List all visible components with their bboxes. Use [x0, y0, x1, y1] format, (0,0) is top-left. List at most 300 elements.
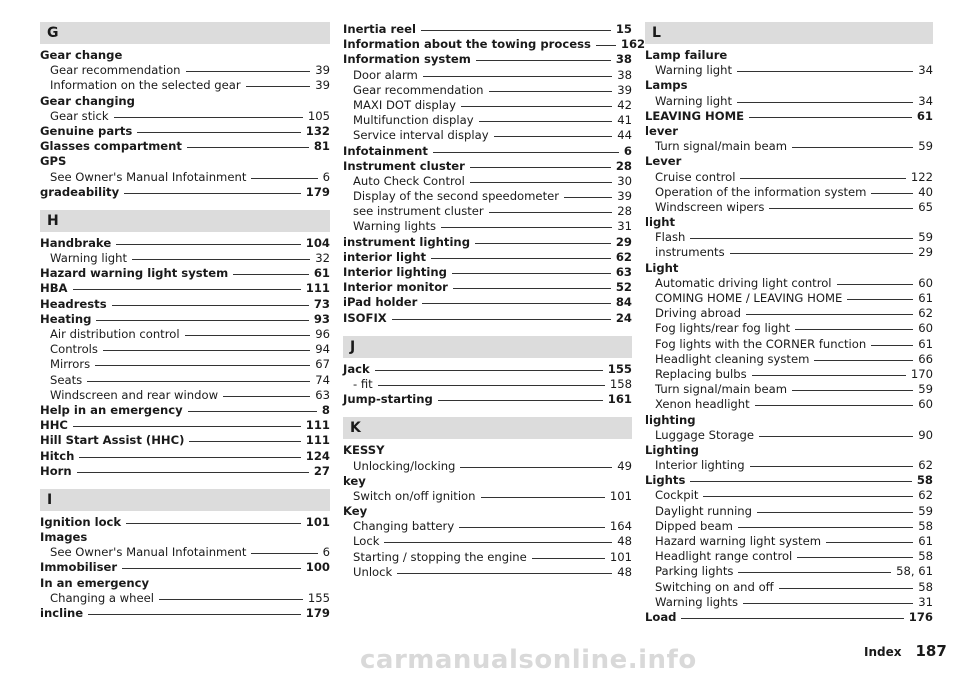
- dot-leader: [186, 71, 311, 72]
- section-gap: [343, 326, 632, 336]
- index-subentry[interactable]: [645, 534, 933, 549]
- entry-page-ref[interactable]: 48: [617, 564, 632, 579]
- index-subentry[interactable]: [645, 504, 933, 519]
- index-subentry[interactable]: [40, 373, 330, 388]
- entry-label: See Owner's Manual Infotainment: [50, 545, 247, 560]
- entry-page-ref[interactable]: 39: [315, 78, 330, 93]
- entry-page-ref[interactable]: 65: [918, 199, 933, 214]
- dot-leader: [112, 305, 309, 306]
- index-column-2: [343, 22, 646, 580]
- index-entry[interactable]: [343, 52, 632, 67]
- index-subentry[interactable]: [343, 377, 632, 392]
- entry-page-ref[interactable]: 101: [609, 488, 632, 503]
- index-entry[interactable]: [40, 139, 330, 154]
- entry-page-ref[interactable]: 29: [615, 234, 632, 249]
- index-entry[interactable]: [40, 236, 330, 251]
- dot-leader: [187, 147, 309, 148]
- index-entry[interactable]: [645, 124, 933, 139]
- index-column-1: [40, 22, 330, 621]
- index-entry[interactable]: [40, 154, 330, 169]
- index-entry[interactable]: [645, 48, 933, 63]
- dot-leader: [433, 152, 619, 153]
- entry-label: lighting: [645, 412, 696, 427]
- entry-page-ref[interactable]: 155: [607, 361, 632, 376]
- entry-label: Gear recommendation: [50, 63, 181, 78]
- dot-leader: [233, 274, 309, 275]
- index-subentry[interactable]: [40, 327, 330, 342]
- dot-leader: [703, 496, 913, 497]
- entry-label: ISOFIX: [343, 310, 387, 325]
- entry-page-ref[interactable]: 162: [620, 37, 646, 52]
- dot-leader: [871, 193, 913, 194]
- dot-leader: [95, 365, 310, 366]
- entry-label: Heating: [40, 311, 92, 326]
- index-subentry[interactable]: [343, 113, 632, 128]
- entry-label: Switch on/off ignition: [353, 488, 476, 503]
- entry-page-ref[interactable]: 41: [617, 113, 632, 128]
- index-subentry[interactable]: [645, 337, 933, 352]
- entry-page-ref[interactable]: 61: [313, 266, 330, 281]
- entry-page-ref[interactable]: 62: [918, 458, 933, 473]
- entry-page-ref[interactable]: 28: [615, 158, 632, 173]
- entry-label: Genuine parts: [40, 123, 133, 138]
- index-subentry[interactable]: [645, 63, 933, 78]
- entry-label: Handbrake: [40, 235, 112, 250]
- index-subentry[interactable]: [40, 342, 330, 357]
- index-entry[interactable]: [343, 504, 632, 519]
- index-subentry[interactable]: [645, 458, 933, 473]
- entry-page-ref[interactable]: 161: [607, 392, 632, 407]
- index-subentry[interactable]: [343, 128, 632, 143]
- entry-label: In an emergency: [40, 575, 150, 590]
- entry-page-ref[interactable]: 61: [918, 336, 933, 351]
- index-subentry[interactable]: [40, 109, 330, 124]
- entry-page-ref[interactable]: 31: [617, 219, 632, 234]
- index-subentry[interactable]: [645, 94, 933, 109]
- dot-leader: [769, 208, 913, 209]
- dot-leader: [137, 132, 300, 133]
- index-entry[interactable]: [40, 266, 330, 281]
- entry-label: GPS: [40, 154, 67, 169]
- entry-page-ref[interactable]: 101: [609, 549, 632, 564]
- index-subentry[interactable]: [40, 63, 330, 78]
- index-subentry[interactable]: [343, 83, 632, 98]
- entry-label: Gear change: [40, 48, 123, 62]
- index-entry[interactable]: [645, 78, 933, 93]
- entry-page-ref[interactable]: 40: [918, 184, 933, 199]
- section-gap: [40, 479, 330, 489]
- entry-page-ref[interactable]: 29: [918, 245, 933, 260]
- entry-label: Warning light: [50, 251, 128, 266]
- index-subentry[interactable]: [645, 306, 933, 321]
- entry-page-ref[interactable]: 44: [617, 128, 632, 143]
- entry-label: Warning lights: [353, 219, 437, 234]
- index-entry[interactable]: [40, 464, 330, 479]
- entry-label: Controls: [50, 342, 98, 357]
- index-entry[interactable]: [343, 144, 632, 159]
- entry-page-ref[interactable]: 158: [609, 376, 632, 391]
- entry-page-ref[interactable]: 63: [615, 265, 632, 279]
- dot-leader: [88, 614, 301, 615]
- index-entry[interactable]: [645, 261, 933, 276]
- page-footer: [864, 642, 947, 660]
- entry-label: Horn: [40, 463, 72, 478]
- index-entry[interactable]: [343, 159, 632, 174]
- entry-label: interior light: [343, 249, 427, 264]
- entry-page-ref[interactable]: 62: [615, 249, 632, 264]
- index-subentry[interactable]: [645, 580, 933, 595]
- index-letter-heading: J: [343, 336, 632, 358]
- entry-page-ref[interactable]: 132: [305, 123, 330, 138]
- index-entry[interactable]: [343, 280, 632, 295]
- dot-leader: [132, 259, 310, 260]
- entry-page-ref[interactable]: 30: [617, 173, 632, 188]
- entry-page-ref[interactable]: 59: [918, 139, 933, 154]
- index-subentry[interactable]: [40, 170, 330, 185]
- entry-page-ref[interactable]: 63: [315, 387, 330, 402]
- index-entry[interactable]: [40, 515, 330, 530]
- index-entry[interactable]: [343, 392, 632, 407]
- dot-leader: [481, 497, 605, 498]
- entry-page-ref[interactable]: 6: [322, 169, 330, 184]
- entry-page-ref[interactable]: 111: [305, 281, 330, 296]
- entry-page-ref[interactable]: 94: [315, 342, 330, 357]
- dot-leader: [752, 375, 906, 376]
- entry-label: Door alarm: [353, 67, 418, 82]
- entry-label: Headrests: [40, 296, 107, 311]
- entry-label: Help in an emergency: [40, 402, 183, 417]
- index-subentry[interactable]: [343, 189, 632, 204]
- index-entry[interactable]: [40, 281, 330, 296]
- index-subentry[interactable]: [40, 591, 330, 606]
- index-entry[interactable]: [40, 185, 330, 200]
- index-subentry[interactable]: [645, 382, 933, 397]
- dot-leader: [126, 523, 301, 524]
- dot-leader: [738, 527, 913, 528]
- entry-page-ref[interactable]: 62: [918, 306, 933, 321]
- entry-page-ref[interactable]: 39: [617, 82, 632, 97]
- dot-leader: [730, 253, 914, 254]
- index-letter-heading: G: [40, 22, 330, 44]
- entry-page-ref[interactable]: 93: [313, 311, 330, 326]
- index-subentry[interactable]: [40, 545, 330, 560]
- index-subentry[interactable]: [40, 78, 330, 93]
- index-entry[interactable]: [343, 295, 632, 310]
- dot-leader: [124, 193, 301, 194]
- entry-label: HBA: [40, 281, 68, 296]
- index-entry[interactable]: [40, 449, 330, 464]
- dot-leader: [251, 553, 317, 554]
- index-letter-heading: H: [40, 210, 330, 232]
- entry-page-ref[interactable]: 58: [916, 473, 933, 488]
- entry-label: Gear changing: [40, 93, 135, 108]
- index-subentry[interactable]: [645, 367, 933, 382]
- entry-page-ref[interactable]: 27: [313, 463, 330, 478]
- entry-label: Driving abroad: [655, 306, 741, 321]
- index-subentry[interactable]: [645, 321, 933, 336]
- dot-leader: [251, 178, 317, 179]
- index-entry[interactable]: [343, 265, 632, 280]
- index-entry[interactable]: [343, 311, 632, 326]
- index-entry[interactable]: [40, 297, 330, 312]
- entry-page-ref[interactable]: 122: [910, 169, 933, 184]
- index-subentry[interactable]: [645, 428, 933, 443]
- entry-page-ref[interactable]: 39: [617, 189, 632, 204]
- dot-leader: [438, 400, 603, 401]
- entry-page-ref[interactable]: 52: [615, 280, 632, 295]
- entry-label: - fit: [353, 376, 373, 391]
- index-subentry[interactable]: [645, 291, 933, 306]
- entry-label: Cruise control: [655, 169, 736, 184]
- index-subentry[interactable]: [343, 459, 632, 474]
- index-subentry[interactable]: [645, 488, 933, 503]
- dot-leader: [564, 197, 612, 198]
- entry-page-ref[interactable]: 61: [918, 534, 933, 548]
- index-subentry[interactable]: [40, 357, 330, 372]
- index-subentry[interactable]: [645, 245, 933, 260]
- dot-leader: [755, 405, 914, 406]
- index-subentry[interactable]: [343, 174, 632, 189]
- entry-page-ref[interactable]: 155: [307, 590, 330, 605]
- entry-label: Lighting: [645, 442, 699, 457]
- entry-page-ref[interactable]: 58: [918, 518, 933, 533]
- entry-page-ref[interactable]: 58: [918, 549, 933, 564]
- index-entry[interactable]: [40, 48, 330, 63]
- page-number: 187: [915, 642, 947, 660]
- dot-leader: [814, 360, 913, 361]
- entry-label: Changing a wheel: [50, 590, 154, 605]
- entry-page-ref[interactable]: 28: [617, 204, 632, 219]
- entry-page-ref[interactable]: 42: [617, 97, 632, 112]
- entry-label: Unlocking/locking: [353, 458, 456, 473]
- entry-page-ref[interactable]: 90: [918, 427, 933, 442]
- dot-leader: [441, 227, 612, 228]
- entry-label: Daylight running: [655, 503, 753, 518]
- entry-page-ref[interactable]: 60: [918, 275, 933, 290]
- entry-page-ref[interactable]: 49: [617, 458, 632, 473]
- index-entry[interactable]: [40, 576, 330, 591]
- entry-page-ref[interactable]: 111: [305, 418, 330, 433]
- entry-page-ref[interactable]: 24: [615, 310, 632, 325]
- entry-page-ref[interactable]: 73: [313, 296, 330, 311]
- dot-leader: [453, 288, 611, 289]
- index-entry[interactable]: [645, 473, 933, 488]
- entry-page-ref[interactable]: 100: [305, 560, 330, 575]
- dot-leader: [475, 243, 611, 244]
- index-subentry[interactable]: [645, 230, 933, 245]
- entry-page-ref[interactable]: 61: [918, 291, 933, 305]
- entry-label: Light: [645, 260, 679, 275]
- entry-page-ref[interactable]: 111: [305, 433, 330, 448]
- index-entry[interactable]: [343, 474, 632, 489]
- index-subentry[interactable]: [343, 519, 632, 534]
- index-entry[interactable]: [40, 312, 330, 327]
- entry-page-ref[interactable]: 60: [918, 321, 933, 336]
- entry-page-ref[interactable]: 48: [617, 534, 632, 549]
- dot-leader: [459, 527, 605, 528]
- index-letter-heading: I: [40, 489, 330, 511]
- dot-leader: [452, 273, 611, 274]
- dot-leader: [826, 542, 913, 543]
- index-entry[interactable]: [645, 443, 933, 458]
- entry-page-ref[interactable]: 164: [609, 519, 632, 534]
- index-subentry[interactable]: [343, 219, 632, 234]
- index-subentry[interactable]: [645, 519, 933, 534]
- entry-page-ref[interactable]: 66: [918, 351, 933, 366]
- entry-page-ref[interactable]: 39: [315, 63, 330, 78]
- dot-leader: [797, 557, 913, 558]
- dot-leader: [431, 258, 611, 259]
- entry-page-ref[interactable]: 179: [305, 606, 330, 620]
- dot-leader: [489, 91, 613, 92]
- entry-page-ref[interactable]: 101: [305, 514, 330, 529]
- index-subentry[interactable]: [343, 565, 632, 580]
- dot-leader: [188, 411, 317, 412]
- index-entry[interactable]: [40, 530, 330, 545]
- entry-label: incline: [40, 606, 84, 620]
- entry-page-ref[interactable]: 59: [918, 382, 933, 397]
- index-entry[interactable]: [40, 606, 330, 621]
- entry-label: Turn signal/main beam: [655, 139, 788, 154]
- entry-label: Warning light: [655, 93, 733, 108]
- entry-page-ref[interactable]: 6: [322, 545, 330, 560]
- index-entry[interactable]: [40, 433, 330, 448]
- entry-page-ref[interactable]: 176: [908, 609, 933, 624]
- index-subentry[interactable]: [645, 352, 933, 367]
- entry-page-ref[interactable]: 58: [918, 579, 933, 594]
- entry-page-ref[interactable]: 6: [623, 143, 632, 158]
- dot-leader: [73, 426, 301, 427]
- entry-label: Lamp failure: [645, 48, 728, 62]
- entry-page-ref[interactable]: 67: [315, 357, 330, 372]
- entry-page-ref[interactable]: 60: [918, 397, 933, 412]
- entry-label: MAXI DOT display: [353, 97, 456, 112]
- entry-page-ref[interactable]: 105: [307, 108, 330, 123]
- index-entry[interactable]: [645, 154, 933, 169]
- entry-label: Xenon headlight: [655, 397, 750, 412]
- entry-page-ref[interactable]: 34: [918, 93, 933, 108]
- dot-leader: [77, 472, 309, 473]
- entry-page-ref[interactable]: 62: [918, 488, 933, 503]
- entry-page-ref[interactable]: 38: [617, 67, 632, 82]
- index-entry[interactable]: [645, 215, 933, 230]
- entry-page-ref[interactable]: 96: [315, 327, 330, 341]
- entry-page-ref[interactable]: 59: [918, 503, 933, 518]
- index-subentry[interactable]: [343, 68, 632, 83]
- index-entry[interactable]: [40, 560, 330, 575]
- index-subentry[interactable]: [645, 397, 933, 412]
- index-entry[interactable]: [343, 443, 632, 458]
- entry-page-ref[interactable]: 104: [305, 235, 330, 250]
- dot-leader: [476, 60, 611, 61]
- entry-label: Information on the selected gear: [50, 78, 241, 93]
- entry-page-ref[interactable]: 81: [313, 139, 330, 154]
- entry-page-ref[interactable]: 34: [918, 63, 933, 78]
- index-entry[interactable]: [645, 413, 933, 428]
- index-subentry[interactable]: [40, 251, 330, 266]
- entry-page-ref[interactable]: 8: [321, 402, 330, 417]
- index-subentry[interactable]: [343, 534, 632, 549]
- dot-leader: [757, 512, 913, 513]
- entry-page-ref[interactable]: 32: [315, 251, 330, 266]
- index-entry[interactable]: [343, 37, 646, 52]
- dot-leader: [750, 466, 914, 467]
- entry-label: HHC: [40, 418, 68, 433]
- index-subentry[interactable]: [645, 170, 933, 185]
- entry-label: Hitch: [40, 448, 75, 463]
- entry-page-ref[interactable]: 179: [305, 184, 330, 199]
- index-subentry[interactable]: [343, 204, 632, 219]
- entry-label: Fog lights with the CORNER function: [655, 336, 867, 351]
- entry-page-ref[interactable]: 170: [910, 366, 933, 381]
- entry-page-ref[interactable]: 84: [615, 295, 632, 310]
- entry-page-ref[interactable]: 38: [615, 52, 632, 67]
- entry-label: key: [343, 473, 366, 488]
- index-entry[interactable]: [343, 22, 632, 37]
- entry-label: Display of the second speedometer: [353, 189, 560, 204]
- entry-label: Infotainment: [343, 143, 428, 158]
- index-subentry[interactable]: [343, 489, 632, 504]
- index-subentry[interactable]: [645, 139, 933, 154]
- entry-page-ref[interactable]: 58, 61: [896, 564, 933, 579]
- dot-leader: [792, 390, 913, 391]
- entry-page-ref[interactable]: 124: [305, 448, 330, 463]
- index-entry[interactable]: [645, 610, 933, 625]
- index-subentry[interactable]: [645, 185, 933, 200]
- index-entry[interactable]: [645, 109, 933, 124]
- dot-leader: [792, 147, 913, 148]
- dot-leader: [122, 568, 301, 569]
- dot-leader: [96, 320, 308, 321]
- entry-label: Windscreen wipers: [655, 199, 765, 214]
- entry-label: Hazard warning light system: [40, 266, 229, 281]
- index-subentry[interactable]: [645, 595, 933, 610]
- index-subentry[interactable]: [645, 200, 933, 215]
- dot-leader: [392, 319, 611, 320]
- dot-leader: [596, 45, 616, 46]
- index-subentry[interactable]: [343, 550, 632, 565]
- index-entry[interactable]: [343, 362, 632, 377]
- dot-leader: [421, 30, 611, 31]
- dot-leader: [759, 436, 913, 437]
- dot-leader: [738, 572, 891, 573]
- entry-page-ref[interactable]: 74: [315, 372, 330, 387]
- entry-label: Replacing bulbs: [655, 366, 747, 381]
- index-entry[interactable]: [343, 250, 632, 265]
- entry-page-ref[interactable]: 31: [918, 594, 933, 609]
- entry-label: Hazard warning light system: [655, 534, 822, 548]
- entry-label: Changing battery: [353, 519, 455, 534]
- index-entry[interactable]: [40, 403, 330, 418]
- index-subentry[interactable]: [645, 564, 933, 579]
- index-subentry[interactable]: [645, 549, 933, 564]
- dot-leader: [740, 178, 905, 179]
- entry-label: Lock: [353, 534, 380, 549]
- index-entry[interactable]: [343, 235, 632, 250]
- entry-page-ref[interactable]: 59: [918, 230, 933, 245]
- entry-label: Ignition lock: [40, 514, 122, 529]
- entry-label: Auto Check Control: [353, 173, 465, 188]
- entry-page-ref[interactable]: 15: [615, 22, 632, 36]
- dot-leader: [494, 136, 613, 137]
- index-subentry[interactable]: [40, 388, 330, 403]
- index-entry[interactable]: [40, 418, 330, 433]
- index-subentry[interactable]: [645, 276, 933, 291]
- entry-page-ref[interactable]: 61: [916, 108, 933, 123]
- index-entry[interactable]: [40, 124, 330, 139]
- index-entry[interactable]: [40, 94, 330, 109]
- index-subentry[interactable]: [343, 98, 632, 113]
